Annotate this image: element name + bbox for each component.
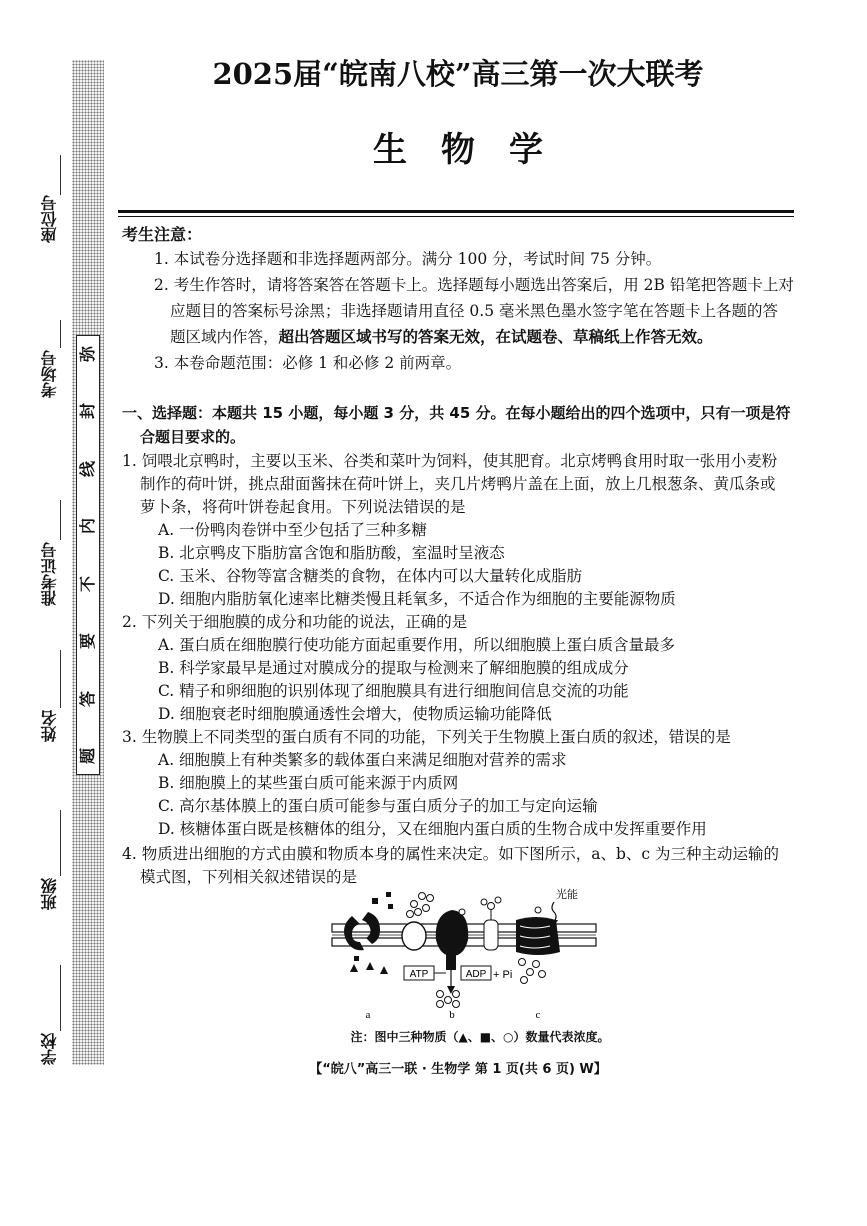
- channel-protein: [484, 920, 498, 950]
- question-3: 3. 生物膜上不同类型的蛋白质有不同的功能，下列关于生物膜上蛋白质的叙述，错误的是: [122, 728, 731, 746]
- pi-label: + Pi: [493, 969, 513, 981]
- notice-item-3: 3. 本卷命题范围：必修 1 和必修 2 前两章。: [154, 354, 462, 372]
- seat-number-field[interactable]: 座位号: [38, 155, 62, 275]
- q3-option-b: B. 细胞膜上的某些蛋白质可能来源于内质网: [158, 774, 459, 792]
- seal-char: 封: [77, 403, 97, 420]
- school-field[interactable]: 学校: [38, 965, 62, 1075]
- seal-char: 答: [77, 690, 97, 707]
- question-4: 4. 物质进出细胞的方式由膜和物质本身的属性来决定。如下图所示，a、b、c 为三种主动运输的: [122, 845, 779, 863]
- name-field[interactable]: 姓名: [38, 650, 62, 790]
- notice-item-1: 1. 本试卷分选择题和非选择题两部分。满分 100 分，考试时间 75 分钟。: [154, 250, 662, 268]
- exam-title: 2025届“皖南八校”高三第一次大联考: [212, 57, 704, 91]
- figure-note: 注：图中三种物质（▲、■、○）数量代表浓度。: [350, 1030, 610, 1044]
- q1-option-b: B. 北京鸭皮下脂肪富含饱和脂肪酸，室温时呈液态: [158, 544, 505, 562]
- page-footer: 【“皖八”高三一联 · 生物学 第 1 页(共 6 页) W】: [309, 1062, 607, 1077]
- seal-char: 不: [77, 575, 97, 592]
- subject-title: 生物学: [373, 130, 577, 170]
- q3-option-d: D. 核糖体蛋白既是核糖体的组分，又在细胞内蛋白质的生物合成中发挥重要作用: [158, 820, 707, 838]
- class-field[interactable]: 班级: [38, 810, 62, 930]
- label-a: a: [365, 1009, 371, 1021]
- exam-room-field[interactable]: 考场号: [38, 320, 62, 440]
- label-c: c: [535, 1009, 541, 1021]
- header-rule-thin: [118, 216, 794, 217]
- q2-option-c: C. 精子和卵细胞的识别体现了细胞膜具有进行细胞间信息交流的功能: [158, 682, 629, 700]
- header-rule: [118, 210, 794, 213]
- admission-number-field[interactable]: 准考证号: [38, 500, 62, 660]
- q2-option-a: A. 蛋白质在细胞膜行使功能方面起重要作用，所以细胞膜上蛋白质含量最多: [158, 636, 676, 654]
- notice-item-2-cont: 应题目的答案标号涂黑；非选择题请用直径 0.5 毫米黑色墨水签字笔在答题卡上各题的答: [170, 302, 779, 320]
- notice-heading: 考生注意：: [122, 225, 203, 244]
- section-heading: 一、选择题：本题共 15 小题，每小题 3 分，共 45 分。在每小题给出的四个选项中，只有一项是符: [122, 404, 791, 422]
- question-4-cont: 模式图，下列相关叙述错误的是: [140, 868, 358, 886]
- oval-carrier: [402, 922, 426, 950]
- seal-char: 要: [77, 633, 97, 650]
- q2-option-d: D. 细胞衰老时细胞膜通透性会增大，使物质运输功能降低: [158, 705, 552, 723]
- notice-item-2: 2. 考生作答时，请将答案答在答题卡上。选择题每小题选出答案后，用 2B 铅笔把答题卡上对: [154, 276, 794, 294]
- question-1-cont2: 萝卜条，将荷叶饼卷起食用。下列说法错误的是: [140, 498, 466, 516]
- notice-warning: 超出答题区域书写的答案无效，在试题卷、草稿纸上作答无效。: [278, 328, 713, 346]
- active-transport-diagram: [330, 886, 600, 1026]
- seal-char: 线: [77, 460, 97, 477]
- adp-label: ADP: [465, 969, 487, 980]
- question-2: 2. 下列关于细胞膜的成分和功能的说法，正确的是: [122, 613, 468, 631]
- atp-label: ATP: [409, 969, 429, 980]
- q3-option-a: A. 细胞膜上有种类繁多的载体蛋白来满足细胞对营养的需求: [158, 751, 567, 769]
- section-heading-cont: 合题目要求的。: [140, 428, 246, 446]
- q1-option-d: D. 细胞内脂肪氧化速率比糖类慢且耗氧多，不适合作为细胞的主要能源物质: [158, 590, 676, 608]
- seal-char: 弥: [77, 345, 97, 363]
- question-1: 1. 饲喂北京鸭时，主要以玉米、谷类和菜叶为饲料，使其肥育。北京烤鸭食用时取一张用小麦粉: [122, 452, 778, 470]
- q1-option-c: C. 玉米、谷物等富含糖类的食物，在体内可以大量转化成脂肪: [158, 567, 583, 585]
- seal-char: 内: [77, 518, 97, 535]
- q1-option-a: A. 一份鸭肉卷饼中至少包括了三种多糖: [158, 521, 428, 539]
- label-b: b: [449, 1009, 455, 1021]
- light-energy-label: 光能: [556, 889, 578, 901]
- seal-char: 题: [77, 747, 97, 764]
- seal-line-box: [76, 335, 100, 775]
- notice-item-2-cont2: 题区域内作答，超出答题区域书写的答案无效，在试题卷、草稿纸上作答无效。: [170, 328, 713, 346]
- question-1-cont: 制作的荷叶饼，挑点甜面酱抹在荷叶饼上，夹几片烤鸭片盖在上面，放上几根葱条、黄瓜条或: [140, 475, 776, 493]
- q3-option-c: C. 高尔基体膜上的蛋白质可能参与蛋白质分子的加工与定向运输: [158, 797, 598, 815]
- q2-option-b: B. 科学家最早是通过对膜成分的提取与检测来了解细胞膜的组成成分: [158, 659, 629, 677]
